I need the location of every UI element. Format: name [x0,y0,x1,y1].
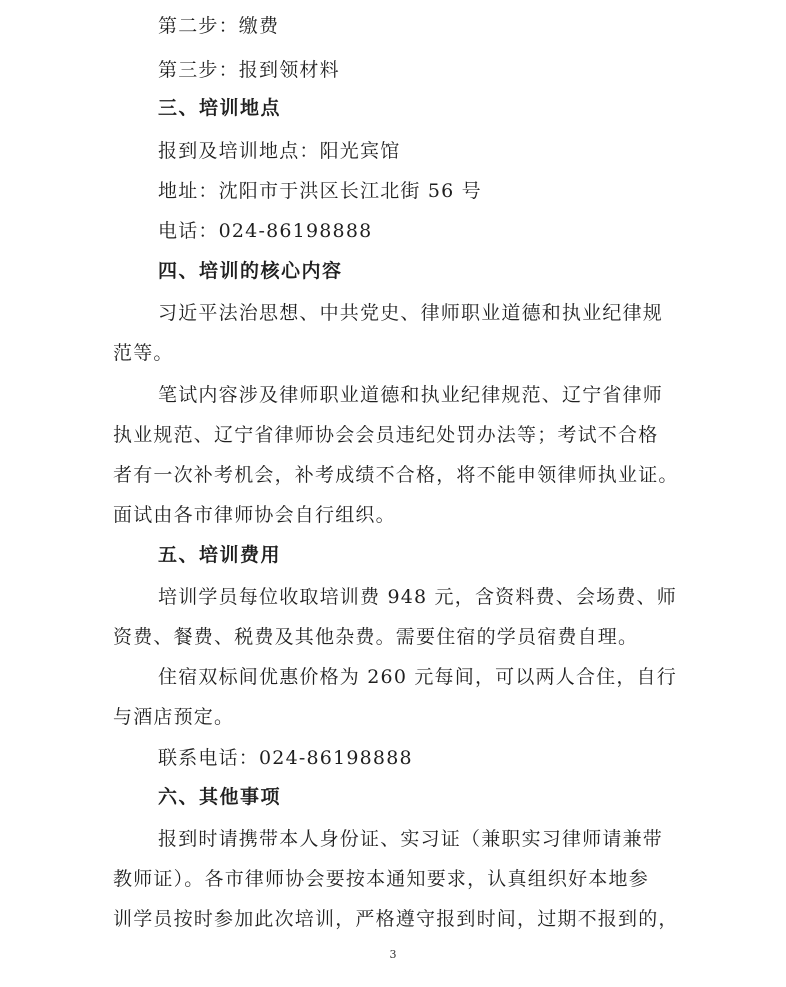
step-three: 第三步：报到领材料 [158,59,340,81]
paragraph-line: 教师证）。各市律师协会要按本通知要求，认真组织好本地参 [113,868,649,890]
contact-phone: 联系电话：024-86198888 [158,747,413,769]
paragraph-line: 范等。 [113,342,174,364]
paragraph-line: 执业规范、辽宁省律师协会会员违纪处罚办法等；考试不合格 [113,424,659,446]
paragraph-line: 资费、餐费、税费及其他杂费。需要住宿的学员宿费自理。 [113,626,639,648]
paragraph-line: 习近平法治思想、中共党史、律师职业道德和执业纪律规 [158,302,664,324]
paragraph-line: 与酒店预定。 [113,706,235,728]
paragraph-line: 者有一次补考机会，补考成绩不合格，将不能申领律师执业证。 [113,464,679,486]
step-two: 第二步：缴费 [158,15,280,37]
paragraph-line: 报到时请携带本人身份证、实习证（兼职实习律师请兼带 [158,828,664,850]
section-heading-training-fees: 五、培训费用 [158,544,282,566]
venue-phone: 电话：024-86198888 [158,220,373,242]
section-heading-other-matters: 六、其他事项 [158,786,282,808]
venue-address: 地址：沈阳市于洪区长江北街 56 号 [158,180,482,202]
section-heading-training-location: 三、培训地点 [158,97,282,119]
paragraph-line: 培训学员每位收取培训费 948 元，含资料费、会场费、师 [158,586,677,608]
section-heading-core-content: 四、培训的核心内容 [158,260,343,282]
paragraph-line: 面试由各市律师协会自行组织。 [113,504,396,526]
paragraph-line: 住宿双标间优惠价格为 260 元每间，可以两人合住，自行 [158,666,677,688]
training-venue: 报到及培训地点：阳光宾馆 [158,140,401,162]
page-number: 3 [389,948,397,961]
paragraph-line: 训学员按时参加此次培训，严格遵守报到时间，过期不报到的， [113,908,679,930]
paragraph-line: 笔试内容涉及律师职业道德和执业纪律规范、辽宁省律师 [158,384,664,406]
